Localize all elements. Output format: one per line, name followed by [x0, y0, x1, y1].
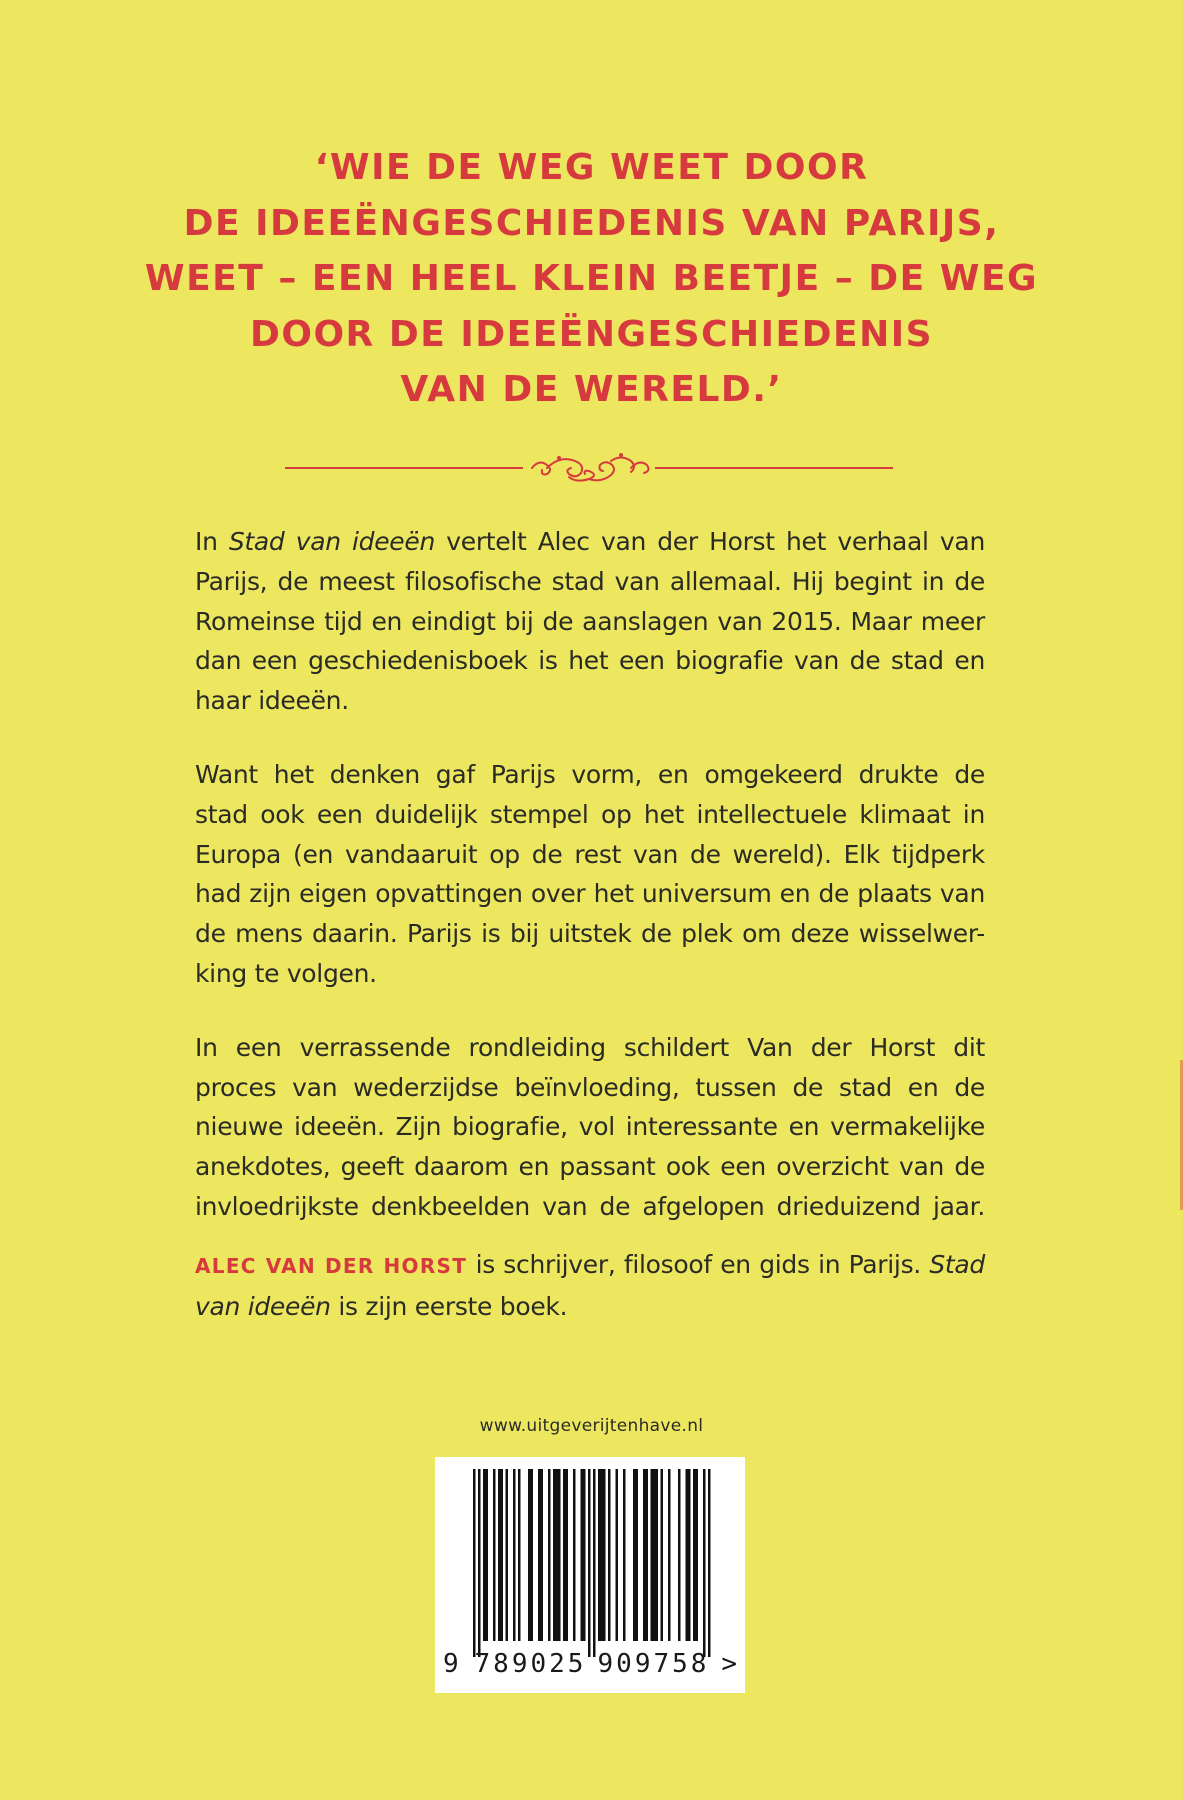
barcode-bar	[688, 1469, 691, 1641]
text-line: de mens daarin. Parijs is bij uitstek de plek om deze wisselwer-	[195, 919, 985, 949]
barcode-bar	[486, 1469, 489, 1641]
barcode-bar	[593, 1469, 596, 1657]
publisher-website: www.uitgeverijtenhave.nl	[479, 1416, 704, 1436]
barcode-bar	[651, 1469, 654, 1641]
barcode-bar	[553, 1469, 556, 1641]
barcode-bar	[558, 1469, 561, 1641]
barcode-bar	[616, 1469, 619, 1641]
barcode-bar	[646, 1469, 649, 1641]
isbn-digits	[443, 1649, 737, 1679]
barcode-bar	[703, 1469, 706, 1657]
barcode-bar	[541, 1469, 544, 1641]
barcode-bar	[478, 1469, 481, 1657]
barcode-bar	[656, 1469, 659, 1641]
paragraph	[195, 755, 985, 994]
barcode-bar	[623, 1469, 626, 1641]
quote-line: DOOR DE IDEEËNGESCHIEDENIS	[249, 313, 934, 355]
barcode-bar	[573, 1469, 576, 1641]
text-line: haar ideeën.	[195, 686, 349, 716]
barcode-bar	[636, 1469, 639, 1641]
text-line: nieuwe ideeën. Zijn biografie, vol interessante en vermakelijke	[195, 1112, 985, 1142]
paragraph	[195, 522, 985, 721]
barcode-bar	[668, 1469, 671, 1641]
text-line: had zijn eigen opvattingen over het universum en de plaats van	[195, 879, 985, 909]
text-line	[195, 1287, 985, 1327]
text-line: Parijs, de meest filosofische stad van allemaal. Hij begint in de	[195, 566, 985, 596]
barcode-bar	[528, 1469, 531, 1641]
isbn-digits-right: 909758	[597, 1649, 710, 1679]
quote-line: DE IDEEËNGESCHIEDENIS VAN PARIJS,	[183, 202, 1000, 244]
barcode-bar	[598, 1469, 601, 1641]
barcode-bar	[556, 1469, 559, 1641]
quote-line: VAN DE WERELD.’	[400, 369, 783, 410]
barcode-bar	[678, 1469, 681, 1641]
text-fragment: vertelt Alec van der Horst het verhaal van	[435, 527, 985, 556]
barcode-bar	[653, 1469, 656, 1641]
barcode-bar	[518, 1469, 521, 1641]
quote-line: WEET – EEN HEEL KLEIN BEETJE – DE WEG	[144, 258, 1039, 299]
barcode-bar	[583, 1469, 586, 1641]
barcode-bar	[513, 1469, 516, 1641]
flourish-divider	[285, 443, 893, 493]
text-fragment: is zijn eerste boek.	[330, 1291, 568, 1321]
blurb	[195, 522, 985, 1326]
barcode-bar	[643, 1469, 646, 1641]
barcode-bar	[498, 1469, 501, 1641]
isbn-digits-left: 789025	[474, 1649, 587, 1679]
barcode-bar	[708, 1469, 711, 1657]
paragraph	[195, 1028, 985, 1227]
barcode-bar	[531, 1469, 534, 1641]
quote-line: ‘WIE DE WEG WEET DOOR	[314, 147, 869, 188]
text-line: stad ook een duidelijk stempel op het intellectuele klimaat in	[195, 799, 985, 829]
barcode-bar	[473, 1469, 476, 1657]
barcode-bar	[603, 1469, 606, 1641]
pull-quote	[120, 140, 1063, 418]
barcode-bar	[506, 1469, 509, 1641]
text-line: dan een geschiedenisboek is het een biografie van de stad en	[195, 646, 985, 676]
text-line: Europa (en vandaaruit op de rest van de wereld). Elk tijdperk	[195, 839, 985, 869]
barcode-bar	[588, 1469, 591, 1657]
text-line: In een verrassende rondleiding schildert Van der Horst dit	[195, 1032, 985, 1062]
text-line: invloedrijkste denkbeelden van de afgelopen drieduizend jaar.	[195, 1191, 985, 1221]
text-line: king te volgen.	[195, 958, 377, 988]
barcode-bar	[501, 1469, 504, 1641]
isbn-digit-prefix: 9	[443, 1649, 459, 1679]
isbn-barcode	[435, 1457, 745, 1693]
barcode-bar	[563, 1469, 566, 1641]
barcode-bar	[661, 1469, 664, 1641]
text-line: anekdotes, geeft daarom en passant ook een overzicht van de	[195, 1152, 985, 1182]
barcode-bar	[693, 1469, 696, 1641]
barcode-bar	[686, 1469, 689, 1641]
barcode-bar	[538, 1469, 541, 1641]
barcode-bar	[608, 1469, 611, 1641]
barcode-bar	[483, 1469, 486, 1641]
barcode-bar	[601, 1469, 604, 1641]
text-fragment: In	[195, 527, 229, 556]
barcode-bar	[493, 1469, 496, 1641]
text-line: Romeinse tijd en eindigt bij de aanslagen van 2015. Maar meer	[195, 606, 985, 636]
barcode-bar	[633, 1469, 636, 1641]
text-line: Want het denken gaf Parijs vorm, en omgekeerd drukte de	[195, 759, 985, 789]
barcode-bar	[548, 1469, 551, 1641]
book-title: Stad van ideeën	[228, 527, 436, 556]
text-line: proces van wederzijdse beïnvloeding, tussen de stad en de	[195, 1072, 985, 1102]
barcode-bar	[566, 1469, 569, 1641]
book-title: Stad	[929, 1249, 985, 1279]
author-bio	[195, 1245, 985, 1327]
isbn-quiet-zone-marker: >	[721, 1649, 737, 1679]
text-line	[195, 522, 985, 562]
text-line	[195, 1245, 985, 1287]
author-name: ALEC VAN DER HORST	[195, 1253, 468, 1278]
barcode-bar	[581, 1469, 584, 1641]
book-title: van ideeën	[195, 1291, 331, 1321]
flourish-ornament-icon	[285, 443, 893, 493]
text-fragment: is schrijver, filosoof en gids in Parijs.	[467, 1249, 930, 1279]
barcode-bar	[696, 1469, 699, 1641]
